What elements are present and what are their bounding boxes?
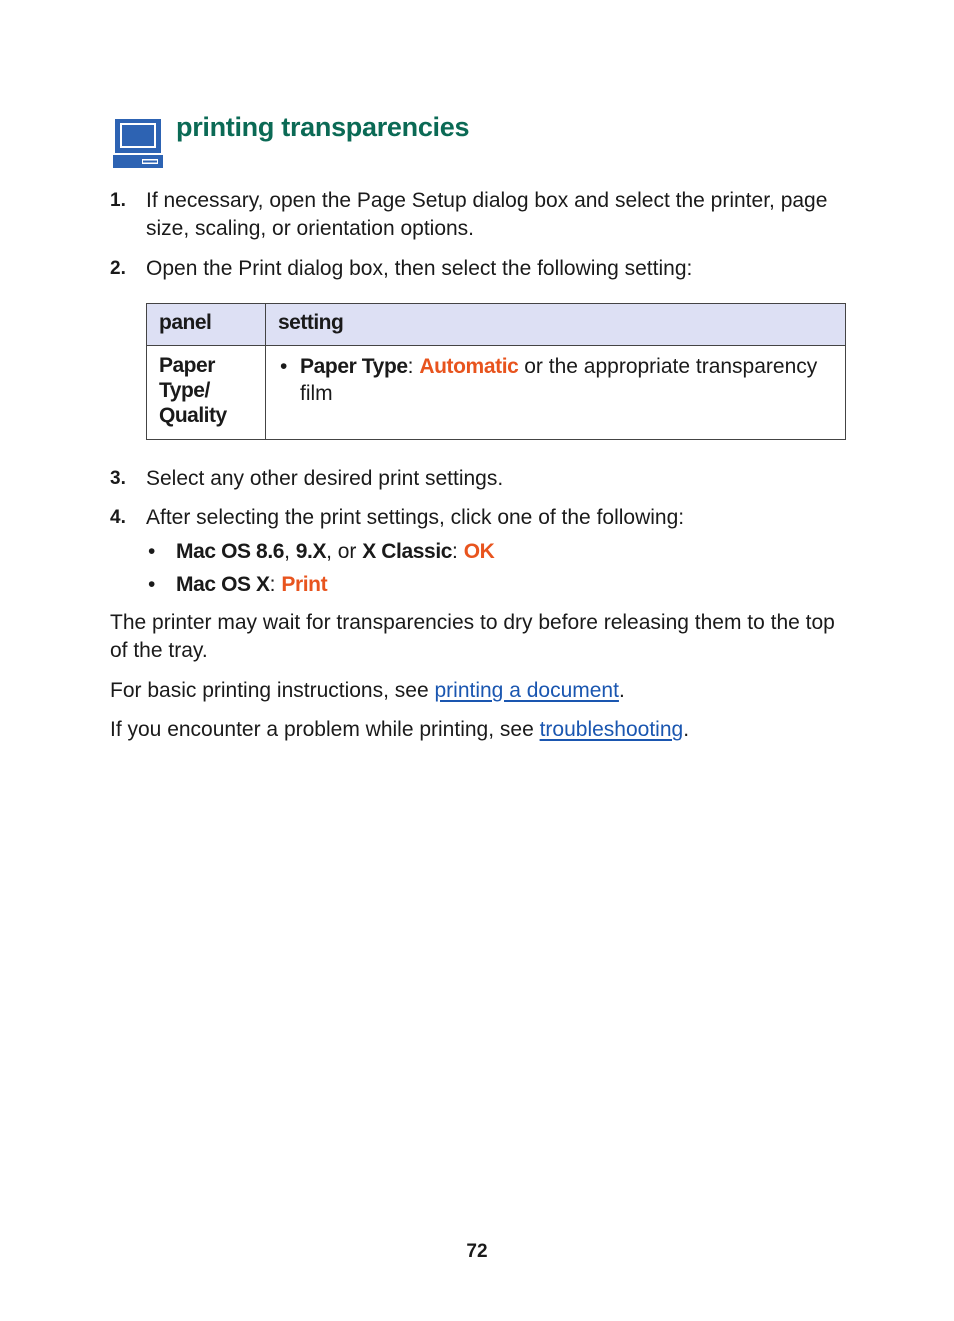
step-text: Open the Print dialog box, then select the following setting: — [146, 257, 693, 280]
page-number: 72 — [466, 1241, 488, 1262]
separator: , — [284, 540, 296, 563]
setting-bullet-item — [278, 353, 833, 407]
separator: , or — [326, 540, 363, 563]
step-number: 1. — [110, 190, 126, 211]
basic-printing-paragraph — [110, 677, 850, 705]
bullet-icon: • — [148, 573, 156, 596]
panel-cell — [147, 346, 266, 440]
paragraph-text: . — [618, 679, 625, 702]
action-button-name: OK — [463, 540, 495, 563]
colon: : — [452, 540, 464, 563]
action-button-name: Print — [281, 573, 328, 596]
table-row — [147, 346, 846, 440]
page-title: printing transparencies — [176, 112, 470, 142]
os-name: Mac OS 8.6 — [176, 540, 285, 563]
os-name: X Classic — [362, 540, 453, 563]
step-number: 3. — [110, 468, 126, 489]
os-name: Mac OS X — [176, 573, 270, 596]
paragraph-text: If you encounter a problem while printing, see — [110, 718, 540, 741]
setting-cell — [266, 346, 846, 440]
panel-name-line: Quality — [159, 404, 227, 427]
step-text: If necessary, open the Page Setup dialog box and select the printer, page size, scaling, or orientation options. — [146, 189, 828, 240]
step-number: 4. — [110, 507, 126, 528]
troubleshooting-paragraph — [110, 716, 850, 744]
computer-icon — [112, 118, 164, 170]
step-number: 2. — [110, 258, 126, 279]
setting-value: Automatic — [419, 355, 519, 378]
colon: : — [407, 355, 414, 378]
paragraph-text: . — [683, 718, 690, 741]
panel-name-line: Type/ — [159, 379, 210, 402]
list-item-text — [176, 571, 327, 599]
print-settings-table — [146, 303, 846, 440]
setting-description: or the appropriate transparency film — [300, 355, 818, 405]
setting-column-header: setting — [266, 304, 846, 346]
panel-name-line: Paper — [159, 354, 215, 377]
bullet-icon: • — [280, 355, 288, 378]
step-text: Select any other desired print settings. — [146, 467, 504, 490]
setting-label: Paper Type — [300, 355, 408, 378]
list-item-text — [176, 538, 494, 566]
os-name: 9.X — [295, 540, 327, 563]
printing-a-document-link[interactable]: printing a document — [434, 679, 619, 702]
troubleshooting-link[interactable]: troubleshooting — [539, 718, 684, 741]
section-header — [110, 112, 870, 172]
bullet-icon: • — [148, 540, 156, 563]
step-text: After selecting the print settings, click one of the following: — [146, 506, 685, 529]
paragraph-text: For basic printing instructions, see — [110, 679, 435, 702]
colon: : — [269, 573, 282, 596]
dry-note-paragraph: The printer may wait for transparencies to dry before releasing them to the top of the tray. — [110, 611, 835, 662]
table-header-row — [147, 304, 846, 346]
panel-column-header: panel — [147, 304, 266, 346]
